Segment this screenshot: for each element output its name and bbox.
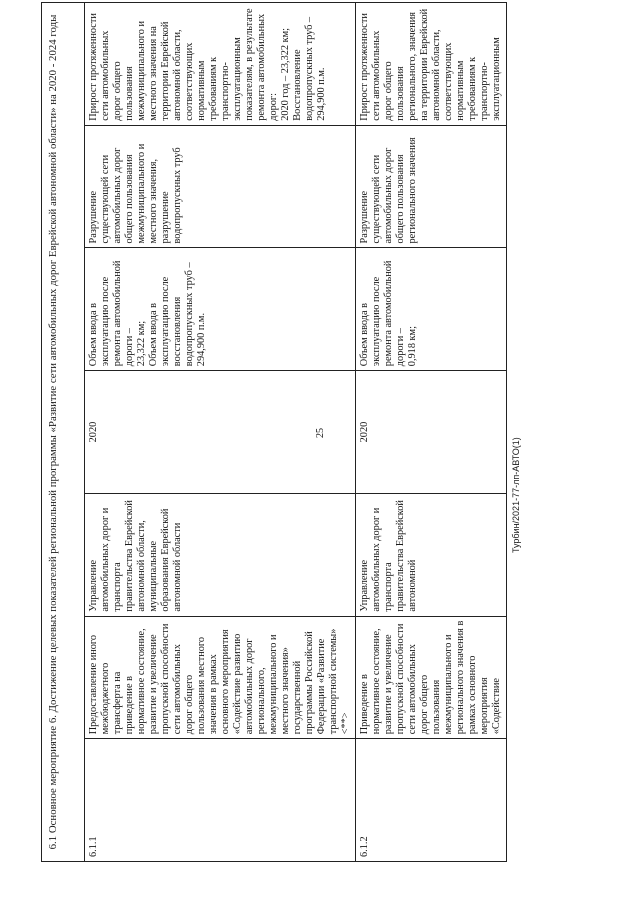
measure-name: Приведение в нормативное состояние, развитие и увеличение пропускной способности сети автомобильных дорог общего пользования межмуниципального и регионального значения в рамках основного мероприятия «Содействие [356,616,507,739]
implementation-year: 2020 [356,371,507,494]
rotated-page [41,2,502,862]
row-number: 6.1.1 [85,739,356,862]
section-title: 6.1 Основное мероприятие 6. Достижение целевых показателей региональной программы «Развитие сети автомобильных дорог Еврейской автономной области» на 2020 - 2024 годы [42,3,85,862]
responsible-executor: Управление автомобильных дорог и транспорта правительства Еврейской автономной области, муниципальные образования Еврейской автономной области [85,493,356,616]
section-header-row [42,3,85,862]
table-row [85,3,356,862]
responsible-executor: Управление автомобильных дорог и транспорта правительства Еврейской автономной [356,493,507,616]
implementation-year: 2020 [85,371,356,494]
measure-name: Предоставление иного межбюджетного трансферта на приведение в нормативное состояние, развитие и увеличение пропускной способности сети автомобильных дорог общего пользования местного значения в рамках основного мероприятия «Содействие развитию автомобильных дорог регионального, межмуниципального и местного значения» государственной программы Российской Федерации «Развитие транспортной системы» <**> [85,616,356,739]
table-viewport [41,2,502,862]
target-indicator-link: Прирост протяженности сети автомобильных дорог общего пользования межмуниципального и местного значения на территории Еврейской автономной области, соответствующих нормативным требованиям к транспортно-эксплуатационным показателям, в результате ремонта автомобильных дорог: 2020 год – 23,322 км; Восстановление водопропускных труб – 294,900 п.м. [85,3,356,126]
target-indicator-link: Прирост протяженности сети автомобильных дорог общего пользования регионального, значения на территории Еврейской автономной области, соответствующих нормативным требованиям к транспортно-эксплуатационным [356,3,507,126]
page-number: 25 [315,428,326,438]
non-implementation-consequences: Разрушение существующей сети автомобильных дорог общего пользования регионального значения [356,125,507,248]
table-row [356,3,507,862]
document-code: Турбин/2021-77-лп-АВТО(1) [511,437,521,553]
expected-result: Объем ввода в эксплуатацию после ремонта автомобильной дороги – 23,322 км; Объем ввода в эксплуатацию после восстановления водопропускных труб – 294,900 п.м. [85,248,356,371]
row-number: 6.1.2 [356,739,507,862]
indicators-table [41,2,507,862]
non-implementation-consequences: Разрушение существующей сети автомобильных дорог общего пользования межмуниципального и местного значения, разрушение водопропускных труб [85,125,356,248]
expected-result: Объем ввода в эксплуатацию после ремонта автомобильной дороги – 0,918 км; [356,248,507,371]
